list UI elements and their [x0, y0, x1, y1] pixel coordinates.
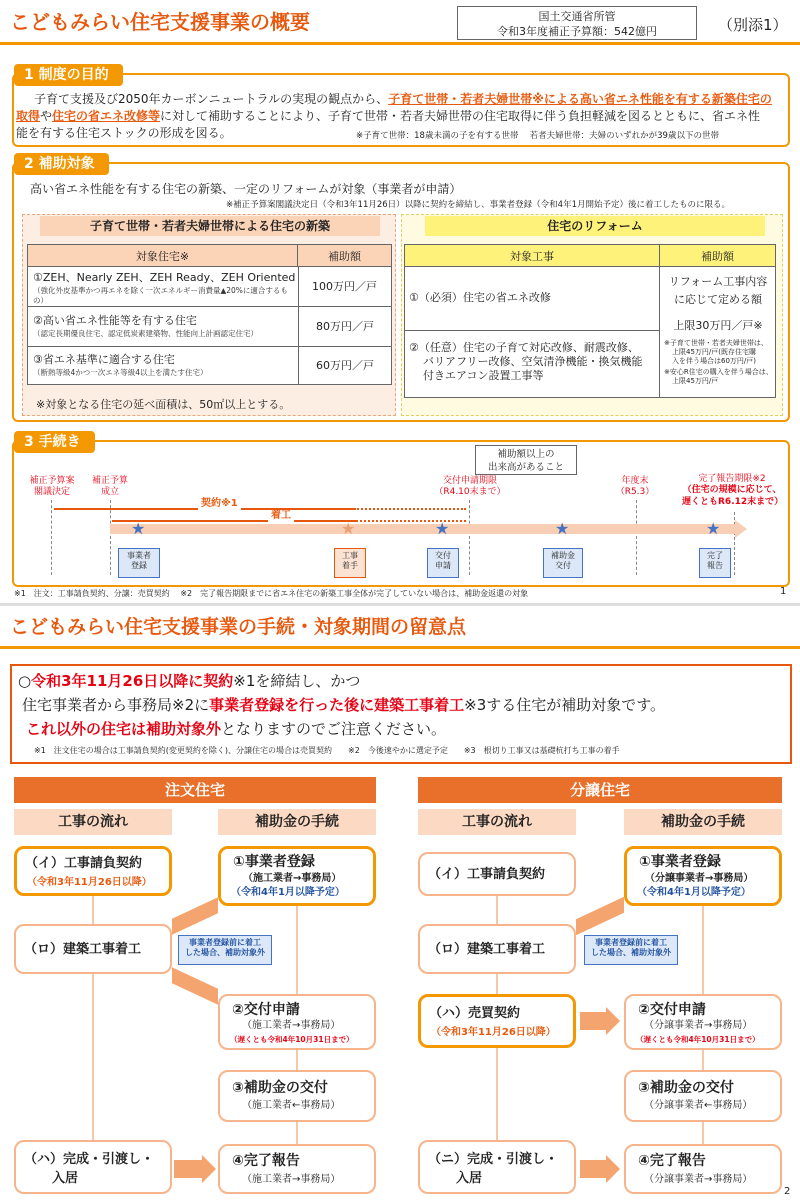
tl-dash-b: [110, 500, 111, 575]
R-report-box: ④完了報告 （分譲事業者→事務局）: [624, 1144, 782, 1194]
newbuild-row-1: ①ZEH、Nearly ZEH、ZEH Ready、ZEH Oriented （強化外皮基準かつ再エネを除く一次エネルギー消費量▲20%に適合するもの） 100万円／戸: [28, 267, 391, 307]
notice-line1: ○令和3年11月26日以降に契約※1を締結し、かつ: [18, 672, 361, 690]
R-register-arrow: [576, 897, 624, 935]
L-contract-box: （イ）工事請負契約 （令和3年11月26日以降）: [14, 846, 172, 896]
bunjo-header: 分譲住宅: [418, 777, 782, 803]
newbuild-row-3: ③省エネ基準に適合する住宅 （断熱等級4かつ一次エネ等級4以上を満たす住宅） 60万円／戸: [28, 347, 391, 384]
purpose-line2: 取得や住宅の省エネ改修等に対して補助することにより、子育て世帯・若者夫婦世帯の住宅取得に伴う負担軽減を図るとともに、省エネ性: [16, 109, 761, 123]
purpose-line3: 能を有する住宅ストックの形成を図る。: [16, 126, 232, 140]
tl-box-report: 完了 報告: [699, 548, 731, 578]
construct-arrow-dotted: [356, 520, 466, 522]
budget-box: [457, 6, 697, 40]
R-contract-box: （イ）工事請負契約: [418, 852, 576, 896]
star-icon-5: ★: [706, 519, 721, 538]
R-complete-box: （ニ）完成・引渡し・ 入居: [418, 1140, 576, 1194]
reform-title: 住宅のリフォーム: [425, 216, 765, 236]
target-line1: 高い省エネ性能を有する住宅の新築、一定のリフォームが対象（事業者が申請）: [30, 182, 462, 196]
notice-footnote: ※1 注文住宅の場合は工事請負契約(変更契約を除く)、分譲住宅の場合は売買契約 ※2 今後速やかに選定予定 ※3 根切り工事又は基礎杭打ち工事の着手: [34, 746, 620, 755]
tl-dash-a: [51, 500, 52, 575]
L-complete-box: （ハ）完成・引渡し・ 入居: [14, 1140, 172, 1194]
L-report-arrow: [174, 1160, 202, 1178]
timeline-bar: [110, 524, 735, 534]
R-sale-arrow: [580, 1012, 606, 1030]
bunjo-proc-header: 補助金の手続: [624, 809, 782, 835]
R-sale-box: （ハ）売買契約 （令和3年11月26日以降）: [418, 994, 576, 1048]
R-report-arrow: [580, 1160, 606, 1178]
reform-row-1: ①（必須）住宅の省エネ改修: [405, 267, 660, 331]
purpose-line1: 子育て支援及び2050年カーボンニュートラルの実現の観点から、子育て世帯・若者夫婦世帯※による高い省エネ性能を有する新築住宅の: [34, 92, 772, 106]
reform-row-2: ②（任意）住宅の子育て対応改修、耐震改修、 バリアフリー改修、空気清浄機能・換気機能 付きエアコン設置工事等: [405, 331, 660, 397]
newbuild-col-amount: 補助額: [298, 245, 391, 267]
target-note: ※補正予算案閣議決定日（令和3年11月26日）以降に契約を締結し、事業者登録（令和4年1月開始予定）後に着工したものに限る。: [226, 200, 730, 210]
L-report-box: ④完了報告 （施工業者→事務局）: [218, 1144, 376, 1194]
page-number-2: 2: [784, 1186, 791, 1197]
annex-label: （別添1）: [718, 16, 788, 34]
L-warning-box: 事業者登録前に着工 した場合、補助対象外: [178, 935, 272, 965]
section-purpose-heading: 1 制度の目的: [14, 64, 123, 86]
title-rule-2: [0, 646, 800, 649]
page-divider: [0, 603, 800, 606]
reform-col-amount: 補助額: [660, 245, 775, 267]
budget-label: 令和3年度補正予算額：542億円: [497, 25, 657, 38]
R-sale-arrowhead: [606, 1007, 620, 1035]
L-start-to-apply-arrow: [172, 967, 218, 1004]
R-report-arrowhead: [606, 1155, 620, 1183]
L-grant-box: ③補助金の交付 （施工業者←事務局）: [218, 1070, 376, 1122]
newbuild-title: 子育て世帯・若者夫婦世帯による住宅の新築: [40, 216, 380, 236]
newbuild-row-2: ②高い省エネ性能等を有する住宅 （認定長期優良住宅、認定低炭素建築物、性能向上計画認定住宅） 80万円／戸: [28, 307, 391, 347]
page-number-1: 1: [780, 586, 787, 597]
notice-line3: これ以外の住宅は補助対象外となりますのでご注意ください。: [26, 720, 447, 738]
tl-label-c: 交付申請期限 （R4.10末まで）: [434, 476, 506, 498]
tl-box-register: 事業者 登録: [118, 548, 160, 578]
tl-label-a: 補正予算案 閣議決定: [29, 476, 75, 498]
chumon-flow-header: 工事の流れ: [14, 809, 172, 835]
star-icon-3: ★: [435, 519, 450, 538]
construct-label: 着工: [268, 510, 294, 523]
page1-footnote: ※1 注文：工事請負契約、分譲：売買契約 ※2 完了報告期限までに省エネ住宅の新築工事全体が完了していない場合は、補助金返還の対象: [14, 589, 529, 598]
page2-title: こどもみらい住宅支援事業の手続・対象期間の留意点: [10, 616, 467, 638]
contract-arrow-dotted: [354, 508, 466, 510]
L-apply-box: ②交付申請 （施工業者→事務局） （遅くとも令和4年10月31日まで）: [218, 994, 376, 1050]
notice-line2: 住宅事業者から事務局※2に事業者登録を行った後に建築工事着工※3する住宅が補助対象です。: [22, 696, 666, 714]
chumon-proc-header: 補助金の手続: [218, 809, 376, 835]
tl-box-apply: 交付 申請: [427, 548, 459, 578]
purpose-note: ※子育て世帯：18歳未満の子を有する世帯 若者夫婦世帯：夫婦のいずれかが39歳以下の世帯: [356, 131, 719, 141]
title-rule: [0, 42, 800, 45]
reform-table: [404, 244, 776, 398]
construct-arrow: [112, 520, 356, 522]
newbuild-col-target: 対象住宅※: [28, 245, 298, 267]
star-icon-1: ★: [131, 519, 146, 538]
star-icon-2: ★: [341, 519, 356, 538]
tl-dash-c: [469, 500, 470, 575]
R-start-box: （ロ）建築工事着工: [418, 924, 576, 974]
newbuild-table: [27, 244, 392, 385]
star-icon-4: ★: [555, 519, 570, 538]
L-register-arrow: [172, 897, 218, 934]
ministry-label: 国土交通省所管: [538, 10, 616, 23]
L-start-box: （ロ）建築工事着工: [14, 924, 172, 974]
tl-label-e: 完了報告期限※2 （住宅の規模に応じて、 遅くともR6.12末まで）: [682, 474, 784, 507]
section-target-heading: 2 補助対象: [14, 153, 109, 175]
tl-dash-d: [636, 500, 637, 575]
newbuild-note: ※対象となる住宅の延べ面積は、50㎡以上とする。: [36, 398, 291, 411]
contract-label: 契約※1: [198, 498, 241, 511]
bunjo-flow-header: 工事の流れ: [418, 809, 576, 835]
tl-label-b: 補正予算 成立: [91, 476, 128, 498]
L-register-box: ①事業者登録 （施工業者→事務局） （令和4年1月以降予定）: [218, 846, 376, 906]
L-report-arrowhead: [202, 1155, 216, 1183]
section-procedure-heading: 3 手続き: [14, 431, 95, 453]
R-register-box: ①事業者登録 （分譲事業者→事務局） （令和4年1月以降予定）: [624, 846, 782, 906]
reform-col-work: 対象工事: [405, 245, 660, 267]
R-apply-box: ②交付申請 （分譲事業者→事務局） （遅くとも令和4年10月31日まで）: [624, 994, 782, 1050]
chumon-header: 注文住宅: [14, 777, 376, 803]
reform-amount-cell: リフォーム工事内容 に応じて定める額 上限30万円／戸※ ※子育て世帯・若者夫婦世帯は、 上限45万円/戸(既存住宅購 入を伴う場合は60万円/戸) ※安心R住宅の購入を伴う場合は、 上限45万円/戸: [664, 275, 773, 386]
tl-box-start: 工事 着手: [334, 548, 366, 578]
page1-title: こどもみらい住宅支援事業の概要: [10, 10, 310, 34]
callout-box: 補助額以上の 出来高があること: [475, 445, 577, 475]
tl-box-grant: 補助金 交付: [543, 548, 583, 578]
R-grant-box: ③補助金の交付 （分譲事業者←事務局）: [624, 1070, 782, 1122]
tl-label-d: 年度末 （R5.3）: [615, 476, 655, 498]
R-warning-box: 事業者登録前に着工 した場合、補助対象外: [584, 935, 678, 965]
timeline-arrowhead: [735, 520, 747, 538]
